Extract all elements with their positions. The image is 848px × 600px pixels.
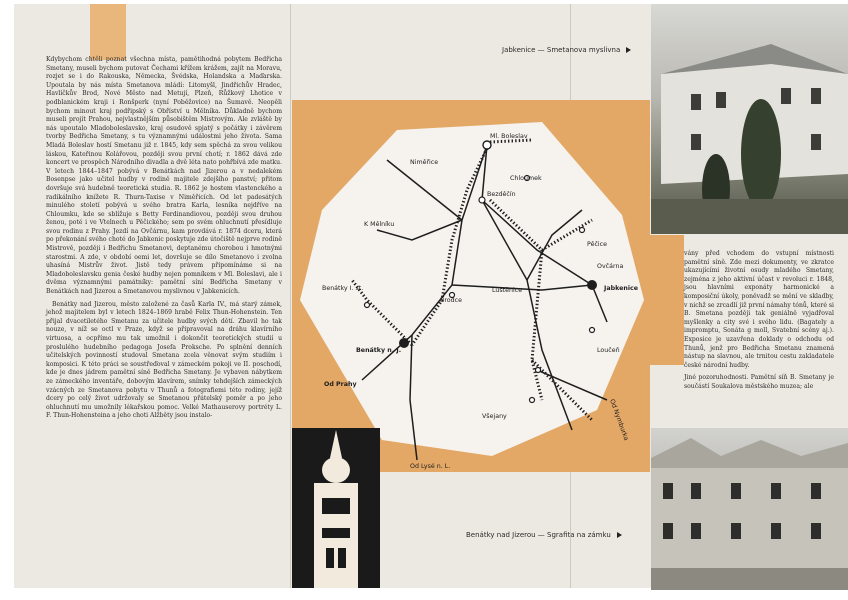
exhibition-paragraph: vány před vchodem do vstupní místnosti pamětní síně. Zde mezi dokumenty, ve zkratce ukazujícími životní osudy mladého Smetany, zejména z jeho aktivní účast v revoluci r. 1848, jsou hlavními exponáty harmonické a komposiční úkoly, poněvadž se mění ve skladby, v nichž se zrcadlí již první námahy tónů, které si B. Smetana později tak geniálně vyjadřoval myšlenky a city své i svého lidu. (Bagately a impromptu, Sonáta g moll, Svatební scény aj.). Exposice je uzavřena doklady o odchodu od Thunů, jenž pro Bedřicha Smetanu znamená nástup na slavnou, ale trnitou cestu zakladatele české národní hudby. [684, 250, 834, 369]
building-icon [651, 4, 848, 234]
tower-photo [292, 428, 380, 588]
chateau-icon [651, 428, 848, 590]
town-marker [580, 228, 585, 233]
map-label: Benátky I. st. [322, 285, 364, 292]
map-label: Niměřice [410, 159, 439, 166]
map-label: Od Prahy [324, 381, 357, 388]
map-label: Jabkenice [604, 285, 639, 292]
route-label-top [502, 46, 631, 54]
route-top-text: Jabkenice — Smetanova myslivna [502, 46, 621, 54]
arrow-right-icon [617, 532, 622, 538]
right-text-column [684, 250, 834, 396]
arrow-right-icon [626, 47, 631, 53]
map-label: Ml. Boleslav [490, 133, 528, 140]
intro-paragraph: Kdybychom chtěli poznat všechna místa, pamětihodná pobytem Bedřicha Smetany, museli bychom putovat Čechami křížem krážem, zajít na Moravu, rozjet se i do Rakouska, Německa, Švédska, Holandska a Maďarska. Upoutala by nás místa Smetanova mládí: Litomyšl, Jindřichův Hradec, Havlíčkův Brod, Nové Město nad Metují, Plzeň, Růžkový Lhotice v podblanickém kraji i Ronšperk (nyní Poběžovice) na Šumavě. Neopěli bychom minout kraj podřipský s Obříství u Mělníka. Důkladně bychom museli projít Prahou, nejvlastnějším působištěm Mistrovým. Ale zvláště by nás upoutalo Mladoboleslavsko, kraj osudově spjatý s počátky i závěrem tvorby Bedřicha Smetany, s tu významnými událostmi jeho života. Sama Mladá Boleslav hostí Smetanu již r. 1845, kdy sem spěchá za svou velikou láskou, Kateřinou Kolářovou, později svou první chotí; r. 1862 dává zde koncert ve prospěch Národního divadla a dvě léta nato pohřbívá zde matku. V letech 1844–1847 pobývá v Benátkách nad Jizerou a v nedalekém Bosenpse jako učitel hudby v rodině majitele zdejšího panství; přitom dovršuje svá hudebně teoretická studia. R. 1862 je hostem vlastenckého a radikálního knížete R. Thurn-Taxise v Niměřicích. Od let padesátých minulého století pobývá u svého bratra Karla, lesníka nejdříve na Chloumku, kde se sblížuje s Betty Ferdinandiovou, později svou druhou ženou, poté i ve Vtelnech u Pěčického; sem po svém ohluchnutí přesídluje svou rodinu z Prahy. Jezdí na Ovčárnu, kam provdává r. 1874 dceru, která po překonání svého choté do Jabkenic poskytuje zde útočiště nejprve rodině Mistrově, později i Bedřichu Smetanovi, deptanému chorobou i hmotnými starostmi. A zde, v období oemi let, dovršuje se dílo Smetanovo i zvolna uhasíná Mistrův život. Jistě tedy právem připomínáme si na Mladoboleslavsku genia české hudby nejen pomníkem v Ml. Boleslavi, ale i dvěma významnými památníky: pamětní síní Bedřicha Smetany v Benátkách nad Jizerou a Smetanovou myslivnou v Jabkenicích. [46, 56, 282, 296]
chateau-photo [651, 428, 848, 590]
map-label: Bezděčín [487, 191, 516, 198]
town-marker [530, 398, 535, 403]
route-bottom-text: Benátky nad Jizerou — Sgrafita na zámku [466, 531, 611, 539]
map-label: Všejany [482, 413, 507, 420]
other-sights-paragraph: Jiné pozoruhodnosti. Pamětní síň B. Smetany je součástí Soukalova městského muzea; ale [684, 374, 834, 390]
tower-icon [292, 428, 380, 588]
map-label: Pěčice [587, 241, 607, 248]
map-label: Brodce [440, 297, 462, 304]
left-text-column [46, 56, 282, 425]
route-label-bottom [466, 531, 622, 539]
town-marker [590, 328, 595, 333]
map-label: Od Nymburka [608, 398, 630, 442]
benatky-paragraph: Benátky nad Jizerou, město založené za časů Karla IV., má starý zámek, jehož majitelem byl v letech 1824–1869 hrabě Felix Thun-Hohenstein. Ten přijal dvacetiletého Smetanu za učitele hudby svých dětí. Zbavil ho tak nouze, v níž se octl v Praze, když se připravoval na dráhu klavírního virtuosa, a ocpřímo mu tak umožnil i dokončit teoretických studií u proslulého hudebního pedagoga Josefa Proksche. Po splnění denních učitelských povinností studoval Smetana zcela věnovat svým studiím i komposici. K této práci se soustřeďoval v zámeckém pokoji ve II. poschodí, kde je dnes jádrem pamětní síně Bedřicha Smetany. Je vybaven nábytkem ze zámeckého inventáře, dobovým klavírem, snímky tehdejších zámeckých vzácných ze Smetanova pobytu v Thunů a fotografiemi této rodiny, jejíž dcery po celý život udržovaly se Smetanou přátelský poměr a po jeho ohluchnutí mu umožnily lékařskou pomoc. Velké Mathauserovy portréty L. F. Thun-Hohensteina a jeho choti Alžběty jsou instalo- [46, 300, 282, 420]
fold-line [290, 4, 291, 588]
town-marker [365, 303, 370, 308]
town-marker [587, 280, 597, 290]
map-label: Ovčárna [597, 263, 624, 270]
orange-tab [650, 235, 684, 365]
town-marker [536, 368, 541, 373]
map-label: Benátky n. J. [356, 347, 402, 354]
map-label: Chloumek [510, 175, 542, 182]
map-label: Luštěnice [492, 287, 523, 294]
hunting-lodge-photo [651, 4, 848, 234]
map-label: K Mělníku [364, 221, 395, 228]
town-marker [479, 197, 485, 203]
map-label: Od Lysé n. L. [410, 463, 451, 470]
region-map [292, 100, 650, 472]
map-label: Loučeň [597, 347, 620, 354]
town-marker [483, 141, 491, 149]
orange-accent-strip [90, 4, 126, 60]
